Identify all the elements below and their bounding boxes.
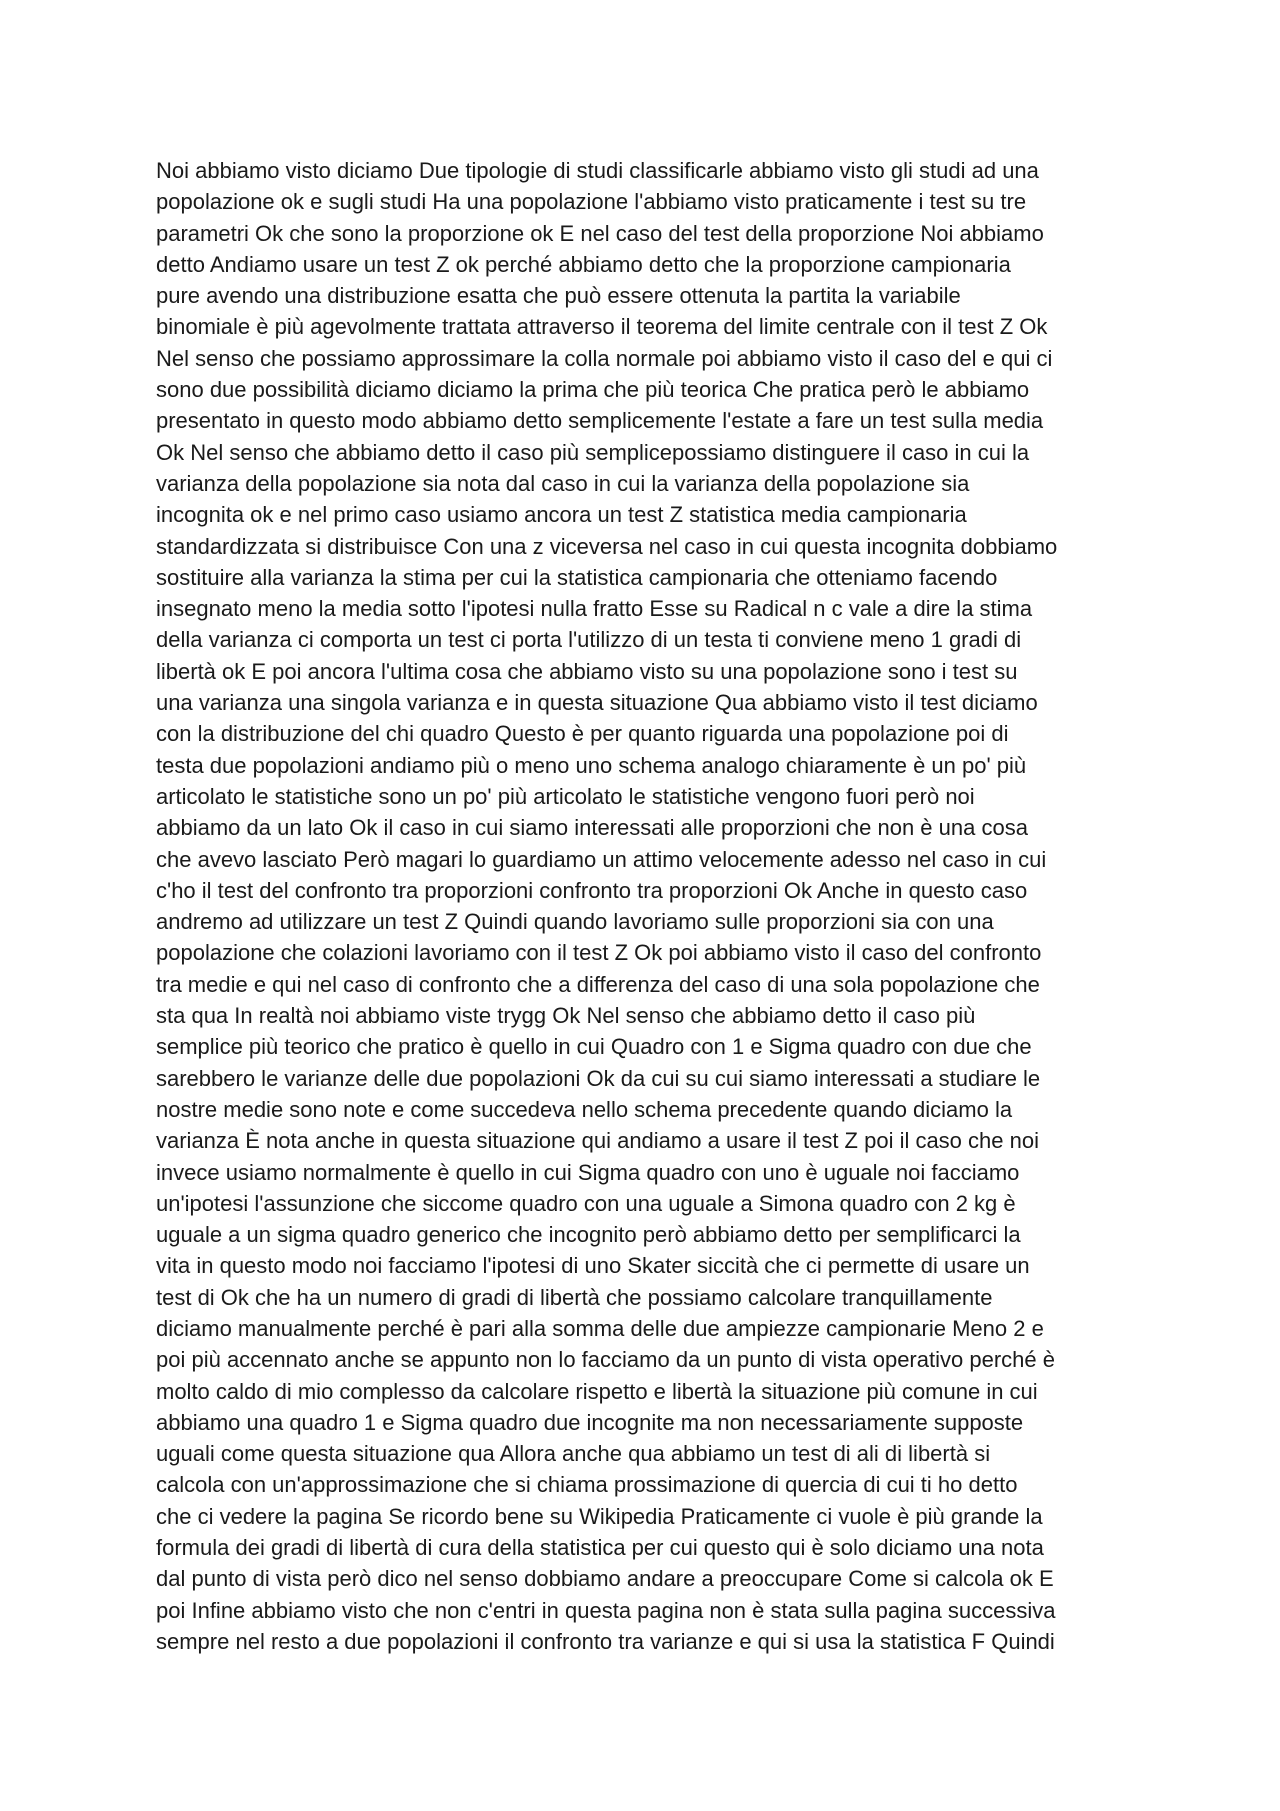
text-line: tra medie e qui nel caso di confronto che a differenza del caso di una sola popolazione che <box>156 971 1040 997</box>
text-line: diciamo manualmente perché è pari alla somma delle due ampiezze campionarie Meno 2 e <box>156 1315 1044 1341</box>
text-line: dal punto di vista però dico nel senso dobbiamo andare a preoccupare Come si calcola ok E <box>156 1566 1054 1592</box>
text-line: incognita ok e nel primo caso usiamo ancora un test Z statistica media campionaria <box>156 502 967 528</box>
text-line: uguale a un sigma quadro generico che incognito però abbiamo detto per semplificarci la <box>156 1222 1021 1248</box>
text-line: un'ipotesi l'assunzione che siccome quadro con una uguale a Simona quadro con 2 kg è <box>156 1190 1016 1216</box>
text-line: articolato le statistiche sono un po' più articolato le statistiche vengono fuori però noi <box>156 783 975 809</box>
text-line: della varianza ci comporta un test ci porta l'utilizzo di un testa ti conviene meno 1 gradi di <box>156 627 1022 653</box>
text-line: che avevo lasciato Però magari lo guardiamo un attimo velocemente adesso nel caso in cui <box>156 846 1047 872</box>
text-line: sostituire alla varianza la stima per cui la statistica campionaria che otteniamo facendo <box>156 564 998 590</box>
text-line: standardizzata si distribuisce Con una z viceversa nel caso in cui questa incognita dobbiamo <box>156 533 1058 559</box>
text-line: varianza della popolazione sia nota dal caso in cui la varianza della popolazione sia <box>156 470 970 496</box>
text-line: binomiale è più agevolmente trattata attraverso il teorema del limite centrale con il test Z Ok <box>156 314 1048 340</box>
transcript-text <box>156 155 1136 1657</box>
text-line: parametri Ok che sono la proporzione ok E nel caso del test della proporzione Noi abbiamo <box>156 220 1044 246</box>
text-line: detto Andiamo usare un test Z ok perché abbiamo detto che la proporzione campionaria <box>156 251 1011 277</box>
text-line: formula dei gradi di libertà di cura della statistica per cui questo qui è solo diciamo una nota <box>156 1535 1044 1561</box>
text-line: testa due popolazioni andiamo più o meno uno schema analogo chiaramente è un po' più <box>156 752 1027 778</box>
text-line: sta qua In realtà noi abbiamo viste trygg Ok Nel senso che abbiamo detto il caso più <box>156 1003 976 1029</box>
text-line: calcola con un'approssimazione che si chiama prossimazione di quercia di cui ti ho detto <box>156 1472 1018 1498</box>
text-line: Ok Nel senso che abbiamo detto il caso più semplicepossiamo distinguere il caso in cui la <box>156 439 1030 465</box>
text-line: semplice più teorico che pratico è quello in cui Quadro con 1 e Sigma quadro con due che <box>156 1034 1032 1060</box>
text-line: abbiamo una quadro 1 e Sigma quadro due incognite ma non necessariamente supposte <box>156 1409 1024 1435</box>
text-line: sarebbero le varianze delle due popolazioni Ok da cui su cui siamo interessati a studiare le <box>156 1065 1041 1091</box>
text-line: abbiamo da un lato Ok il caso in cui siamo interessati alle proporzioni che non è una cosa <box>156 815 1028 841</box>
text-line: insegnato meno la media sotto l'ipotesi nulla fratto Esse su Radical n c vale a dire la stima <box>156 596 1033 622</box>
text-line: invece usiamo normalmente è quello in cui Sigma quadro con uno è uguale noi facciamo <box>156 1159 1020 1185</box>
text-line: poi più accennato anche se appunto non lo facciamo da un punto di vista operativo perché è <box>156 1347 1055 1373</box>
text-line: libertà ok E poi ancora l'ultima cosa che abbiamo visto su una popolazione sono i test su <box>156 658 1018 684</box>
text-line: varianza È nota anche in questa situazione qui andiamo a usare il test Z poi il caso che noi <box>156 1128 1039 1154</box>
text-line: presentato in questo modo abbiamo detto semplicemente l'estate a fare un test sulla media <box>156 408 1044 434</box>
text-line: Noi abbiamo visto diciamo Due tipologie di studi classificarle abbiamo visto gli studi ad una <box>156 158 1039 183</box>
text-line: c'ho il test del confronto tra proporzioni confronto tra proporzioni Ok Anche in questo caso <box>156 877 1028 903</box>
text-line: popolazione ok e sugli studi Ha una popolazione l'abbiamo visto praticamente i test su tre <box>156 189 1027 215</box>
text-line: popolazione che colazioni lavoriamo con il test Z Ok poi abbiamo visto il caso del confronto <box>156 940 1042 966</box>
text-line: con la distribuzione del chi quadro Questo è per quanto riguarda una popolazione poi di <box>156 721 1009 747</box>
text-line: Nel senso che possiamo approssimare la colla normale poi abbiamo visto il caso del e qui ci <box>156 345 1053 371</box>
text-line: molto caldo di mio complesso da calcolare rispetto e libertà la situazione più comune in cui <box>156 1378 1038 1404</box>
text-line: una varianza una singola varianza e in questa situazione Qua abbiamo visto il test diciamo <box>156 690 1038 716</box>
text-line: sempre nel resto a due popolazioni il confronto tra varianze e qui si usa la statistica F Quindi <box>156 1628 1055 1654</box>
text-line: uguali come questa situazione qua Allora anche qua abbiamo un test di ali di libertà si <box>156 1441 991 1467</box>
text-line: test di Ok che ha un numero di gradi di libertà che possiamo calcolare tranquillamente <box>156 1284 993 1310</box>
text-line: sono due possibilità diciamo diciamo la prima che più teorica Che pratica però le abbiamo <box>156 377 1030 403</box>
text-line: vita in questo modo noi facciamo l'ipotesi di uno Skater siccità che ci permette di usare un <box>156 1253 1030 1279</box>
text-line: nostre medie sono note e come succedeva nello schema precedente quando diciamo la <box>156 1096 1013 1122</box>
text-line: pure avendo una distribuzione esatta che può essere ottenuta la partita la variabile <box>156 283 961 309</box>
text-line: che ci vedere la pagina Se ricordo bene su Wikipedia Praticamente ci vuole è più grande la <box>156 1503 1043 1529</box>
text-line: andremo ad utilizzare un test Z Quindi quando lavoriamo sulle proporzioni sia con una <box>156 909 994 935</box>
text-line: poi Infine abbiamo visto che non c'entri in questa pagina non è stata sulla pagina successiva <box>156 1597 1056 1623</box>
